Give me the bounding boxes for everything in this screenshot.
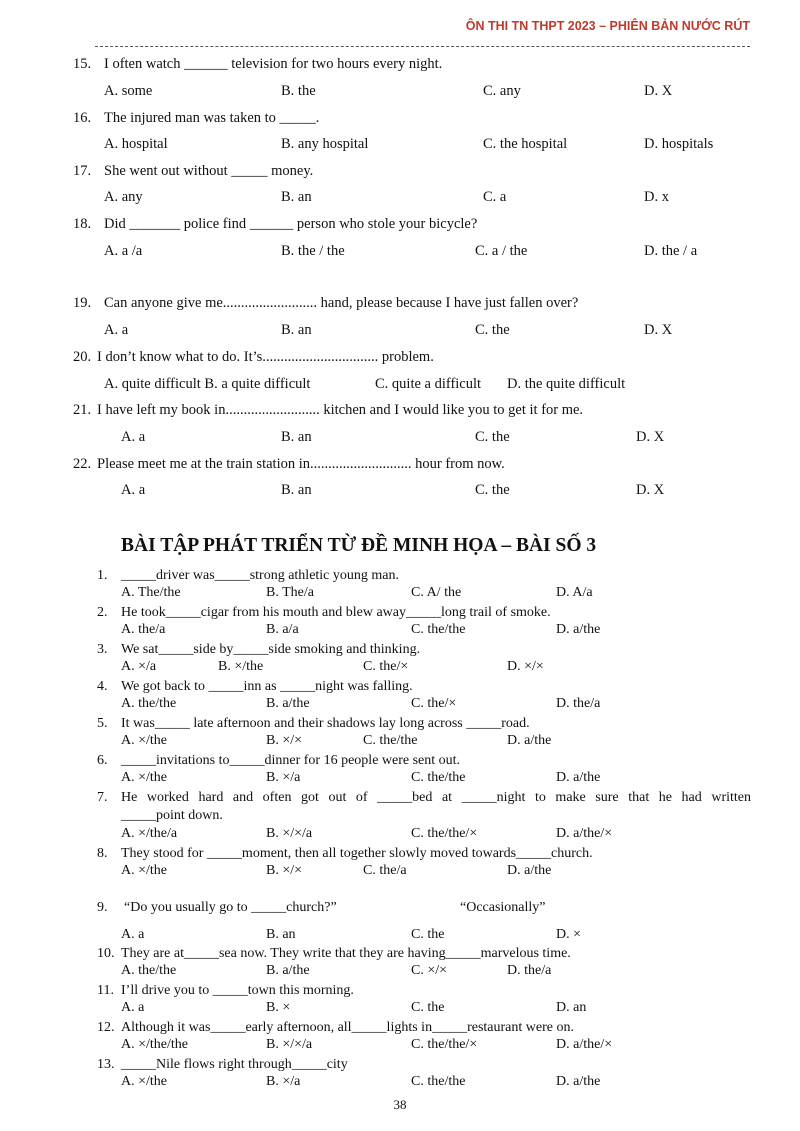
option-d: D. a/the <box>556 770 601 785</box>
option-d: D. ×/× <box>507 659 544 674</box>
option-c: C. the <box>411 927 445 942</box>
option-a: A. a <box>121 927 145 942</box>
option-a: A. The/the <box>121 585 181 600</box>
question-number: 21. <box>73 402 92 418</box>
question-number: 5. <box>97 716 108 731</box>
question-number: 11. <box>97 983 114 998</box>
option-b: B. ×/× <box>266 863 303 878</box>
question-text-continued: _____point down. <box>121 808 223 823</box>
section-title: BÀI TẬP PHÁT TRIỂN TỪ ĐỀ MINH HỌA – BÀI SỐ 3 <box>121 535 597 556</box>
option-d: D. a/the/× <box>556 1037 613 1052</box>
option-a: A. hospital <box>104 136 168 152</box>
option-c: C. the <box>475 482 510 498</box>
option-b: B. The/a <box>266 585 314 600</box>
option-d: D. X <box>644 83 673 99</box>
question-text: _____driver was_____strong athletic young man. <box>121 568 400 583</box>
option-d: D. the quite difficult <box>507 376 626 392</box>
option-c: C. the/a <box>363 863 407 878</box>
question-text: I have left my book in.......................... kitchen and I would like you to get it for me. <box>97 402 584 418</box>
option-d: D. X <box>636 482 665 498</box>
option-b: B. the / the <box>281 243 345 259</box>
question-number: 22. <box>73 456 92 472</box>
option-b: B. an <box>266 927 296 942</box>
question-text: We sat_____side by_____side smoking and thinking. <box>121 642 421 657</box>
option-a: A. ×/the <box>121 863 167 878</box>
option-b: B. ×/×/a <box>266 826 313 841</box>
option-d: D. a/the <box>556 1074 601 1089</box>
option-b: B. a/the <box>266 963 310 978</box>
option-d: D. a/the/× <box>556 826 613 841</box>
option-c: C. the hospital <box>483 136 568 152</box>
question-reply: “Occasionally” <box>460 900 546 915</box>
option-b: B. any hospital <box>281 136 369 152</box>
question-number: 2. <box>97 605 108 620</box>
option-c: C. the/× <box>363 659 409 674</box>
question-number: 17. <box>73 163 92 179</box>
question-text: He worked hard and often got out of _____bed at _____night to make sure that he had written <box>121 790 751 805</box>
option-a: A. any <box>104 189 143 205</box>
question-number: 16. <box>73 110 92 126</box>
option-d: D. a/the <box>507 733 552 748</box>
question-number: 10. <box>97 946 115 961</box>
header-divider <box>95 46 750 47</box>
option-a: A. ×/the <box>121 733 167 748</box>
option-d: D. hospitals <box>644 136 714 152</box>
option-a: A. a <box>121 1000 145 1015</box>
question-number: 12. <box>97 1020 115 1035</box>
question-text: They stood for _____moment, then all together slowly moved towards_____church. <box>121 846 593 861</box>
option-b: B. ×/a <box>266 770 301 785</box>
option-d: D. a/the <box>556 622 601 637</box>
option-a-b: A. quite difficult B. a quite difficult <box>104 376 311 392</box>
option-d: D. an <box>556 1000 587 1015</box>
option-d: D. the/a <box>507 963 552 978</box>
question-text: He took_____cigar from his mouth and blew away_____long trail of smoke. <box>121 605 551 620</box>
page-header: ÔN THI TN THPT 2023 – PHIÊN BẢN NƯỚC RÚT <box>465 19 750 33</box>
question-text: Did _______ police find ______ person who stole your bicycle? <box>104 216 478 232</box>
option-d: D. X <box>636 429 665 445</box>
question-number: 13. <box>97 1057 115 1072</box>
option-c: C. quite a difficult <box>375 376 482 392</box>
option-b: B. ×/the <box>218 659 264 674</box>
question-text: She went out without _____ money. <box>104 163 314 179</box>
option-d: D. x <box>644 189 669 205</box>
question-text: The injured man was taken to _____. <box>104 110 320 126</box>
question-text: Can anyone give me.......................... hand, please because I have just fallen over? <box>104 295 579 311</box>
question-text: _____invitations to_____dinner for 16 people were sent out. <box>121 753 461 768</box>
option-c: C. the/× <box>411 696 457 711</box>
option-a: A. a <box>121 429 146 445</box>
question-text: They are at_____sea now. They write that they are having_____marvelous time. <box>121 946 571 961</box>
question-number: 18. <box>73 216 92 232</box>
option-c: C. ×/× <box>411 963 448 978</box>
option-a: A. ×/the/the <box>121 1037 188 1052</box>
option-a: A. ×/the <box>121 770 167 785</box>
page-number: 38 <box>393 1097 407 1112</box>
option-c: C. the/the <box>411 770 466 785</box>
option-c: C. the/the/× <box>411 1037 478 1052</box>
question-number: 7. <box>97 790 108 805</box>
option-c: C. a <box>483 189 507 205</box>
question-text: I don’t know what to do. It’s................................ problem. <box>97 349 434 365</box>
question-number: 8. <box>97 846 108 861</box>
option-b: B. an <box>281 429 312 445</box>
option-d: D. A/a <box>556 585 593 600</box>
question-text: I’ll drive you to _____town this morning. <box>121 983 354 998</box>
option-d: D. the / a <box>644 243 698 259</box>
option-a: A. ×/the/a <box>121 826 178 841</box>
question-text: Although it was_____early afternoon, all_____lights in_____restaurant were on. <box>121 1020 574 1035</box>
option-a: A. the/the <box>121 696 177 711</box>
option-d: D. × <box>556 927 582 942</box>
option-c: C. any <box>483 83 521 99</box>
option-b: B. ×/×/a <box>266 1037 313 1052</box>
question-number: 3. <box>97 642 108 657</box>
option-b: B. a/the <box>266 696 310 711</box>
option-b: B. an <box>281 482 312 498</box>
question-number: 20. <box>73 349 92 365</box>
option-c: C. the/the/× <box>411 826 478 841</box>
option-c: C. the/the <box>411 1074 466 1089</box>
option-b: B. ×/a <box>266 1074 301 1089</box>
question-text: Please meet me at the train station in............................ hour from now. <box>97 456 505 472</box>
option-c: C. A/ the <box>411 585 462 600</box>
question-number: 19. <box>73 295 92 311</box>
option-c: C. the <box>475 322 510 338</box>
option-c: C. a / the <box>475 243 528 259</box>
question-text: “Do you usually go to _____church?” <box>124 900 337 915</box>
option-a: A. some <box>104 83 153 99</box>
option-a: A. a <box>104 322 129 338</box>
option-d: D. the/a <box>556 696 601 711</box>
question-number: 4. <box>97 679 108 694</box>
option-a: A. ×/the <box>121 1074 167 1089</box>
question-number: 1. <box>97 568 108 583</box>
question-number: 6. <box>97 753 108 768</box>
option-a: A. the/the <box>121 963 177 978</box>
option-a: A. ×/a <box>121 659 157 674</box>
option-d: D. a/the <box>507 863 552 878</box>
question-text: _____Nile flows right through_____city <box>121 1057 348 1072</box>
option-c: C. the <box>411 1000 445 1015</box>
option-b: B. × <box>266 1000 291 1015</box>
option-d: D. X <box>644 322 673 338</box>
option-c: C. the <box>475 429 510 445</box>
option-b: B. a/a <box>266 622 299 637</box>
option-b: B. ×/× <box>266 733 303 748</box>
question-text: I often watch ______ television for two hours every night. <box>104 56 443 72</box>
option-a: A. the/a <box>121 622 166 637</box>
option-c: C. the/the <box>411 622 466 637</box>
option-b: B. an <box>281 322 312 338</box>
option-a: A. a <box>121 482 146 498</box>
option-b: B. the <box>281 83 316 99</box>
question-text: We got back to _____inn as _____night was falling. <box>121 679 413 694</box>
option-c: C. the/the <box>363 733 418 748</box>
question-number: 9. <box>97 900 108 915</box>
question-number: 15. <box>73 56 92 72</box>
option-b: B. an <box>281 189 312 205</box>
question-text: It was_____ late afternoon and their shadows lay long across _____road. <box>121 716 530 731</box>
option-a: A. a /a <box>104 243 143 259</box>
